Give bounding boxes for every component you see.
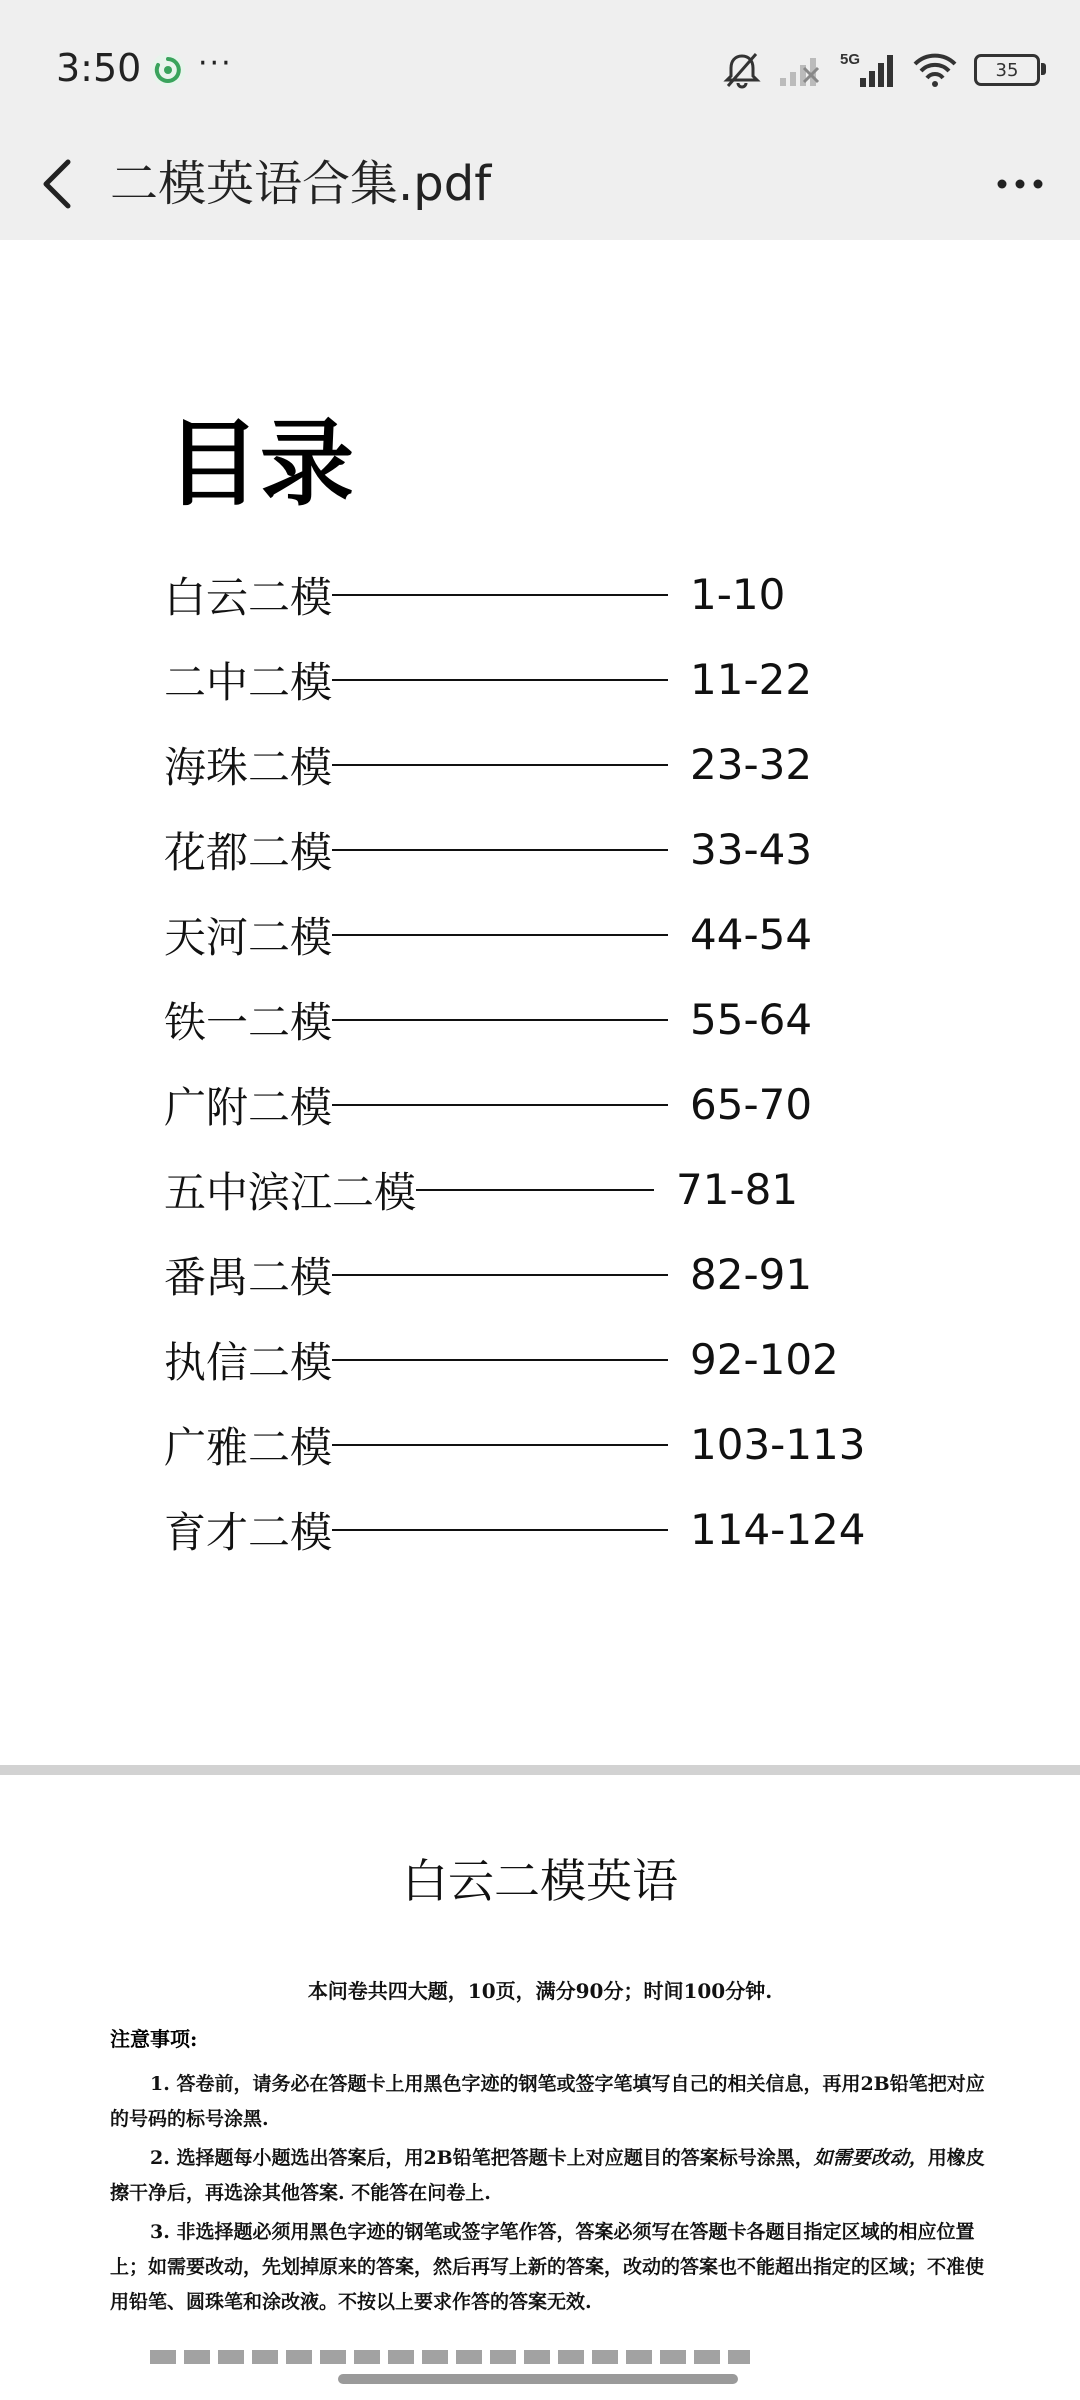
- notice-heading: 注意事项:: [110, 2027, 198, 2051]
- toc-entry[interactable]: [164, 1317, 964, 1402]
- top-header: [0, 0, 1080, 240]
- toc-entry-pages: 23-32: [690, 740, 813, 789]
- toc-entry-name: 执信二模: [164, 1337, 333, 1387]
- back-arrow-icon[interactable]: [34, 154, 84, 214]
- notice-item-2-part1: 2. 选择题每小题选出答案后，用2B铅笔把答题卡上对应题目的答案标号涂黑，: [150, 2147, 814, 2169]
- toc-entry-pages: 44-54: [690, 910, 813, 959]
- signal-5g-icon: [838, 50, 896, 90]
- toc-leader-line: [332, 679, 668, 681]
- cut-off-text: [150, 2350, 750, 2364]
- network-type: 5G: [840, 51, 861, 68]
- toc-entry-name: 番禺二模: [164, 1252, 333, 1302]
- notice-item-2: [110, 2141, 994, 2211]
- toc-entry-name: 育才二模: [164, 1507, 333, 1557]
- notice-item-2-emphasis: 如需要改动，: [813, 2147, 928, 2169]
- toc-entry[interactable]: [164, 892, 964, 977]
- toc-leader-line: [332, 1359, 668, 1361]
- toc-entry-name: 铁一二模: [164, 997, 333, 1047]
- toc-entry-pages: 11-22: [690, 655, 813, 704]
- status-more-icon: ···: [198, 46, 233, 81]
- toc-list: [164, 552, 964, 1572]
- toc-leader-line: [332, 1529, 668, 1531]
- toc-entry[interactable]: [164, 552, 964, 637]
- toc-entry[interactable]: [164, 1487, 964, 1572]
- mute-bell-icon: [722, 50, 762, 90]
- toc-entry-name: 白云二模: [164, 572, 333, 622]
- toc-entry-pages: 65-70: [690, 1080, 813, 1129]
- pdf-page-toc[interactable]: [0, 240, 1080, 1765]
- page-divider: [0, 1765, 1080, 1775]
- toc-entry-pages: 55-64: [690, 995, 813, 1044]
- toc-entry-name: 二中二模: [164, 657, 333, 707]
- toc-leader-line: [332, 849, 668, 851]
- toc-leader-line: [332, 594, 668, 596]
- toc-entry-name: 天河二模: [164, 912, 333, 962]
- status-time: 3:50: [56, 46, 142, 90]
- signal-weak-icon: [778, 52, 822, 88]
- home-indicator[interactable]: [338, 2374, 738, 2384]
- notice-item-2-part2: 用橡皮擦干净后，再选涂其他答案. 不能答在问卷上.: [110, 2147, 985, 2204]
- notice-item-3: 3. 非选择题必须用黑色字迹的钢笔或签字笔作答，答案必须写在答题卡各题目指定区域的相应位置上；如需要改动，先划掉原来的答案，然后再写上新的答案，改动的答案也不能超出指定的区域；不准使用铅笔、圆珠笔和涂改液。不按以上要求作答的答案无效.: [110, 2221, 985, 2313]
- toc-entry[interactable]: [164, 1402, 964, 1487]
- app-bar: [0, 140, 1080, 240]
- toc-entry[interactable]: [164, 722, 964, 807]
- toc-entry-pages: 71-81: [676, 1165, 799, 1214]
- document-title: 二模英语合集.pdf: [110, 156, 492, 212]
- toc-leader-line: [416, 1189, 654, 1191]
- toc-entry[interactable]: [164, 1062, 964, 1147]
- status-bar: [0, 0, 1080, 140]
- toc-leader-line: [332, 1019, 668, 1021]
- notice-item-1: 1. 答卷前，请务必在答题卡上用黑色字迹的钢笔或签字笔填写自己的相关信息，再用2B铅笔把对应的号码的标号涂黑.: [110, 2073, 985, 2130]
- toc-leader-line: [332, 934, 668, 936]
- toc-leader-line: [332, 1444, 668, 1446]
- page2-intro: 本问卷共四大题，10页，满分90分；时间100分钟.: [307, 1979, 773, 2003]
- toc-entry[interactable]: [164, 637, 964, 722]
- more-options-icon[interactable]: [990, 156, 1050, 212]
- toc-entry-pages: 82-91: [690, 1250, 813, 1299]
- toc-entry[interactable]: [164, 1232, 964, 1317]
- toc-entry-name: 广附二模: [164, 1082, 333, 1132]
- pdf-page-2[interactable]: [0, 1775, 1080, 2400]
- toc-entry-name: 广雅二模: [164, 1422, 333, 1472]
- app-notification-icon: [150, 52, 186, 88]
- toc-entry-pages: 33-43: [690, 825, 813, 874]
- toc-leader-line: [332, 1104, 668, 1106]
- toc-entry-pages: 1-10: [690, 570, 786, 619]
- toc-entry-name: 花都二模: [164, 827, 333, 877]
- toc-entry[interactable]: [164, 977, 964, 1062]
- toc-entry-pages: 103-113: [690, 1420, 866, 1469]
- status-icons: [722, 48, 1040, 92]
- battery-icon: [974, 54, 1040, 86]
- toc-leader-line: [332, 1274, 668, 1276]
- battery-level: 35: [995, 59, 1019, 81]
- toc-entry-name: 五中滨江二模: [164, 1167, 417, 1217]
- toc-title: 目录: [166, 410, 355, 519]
- toc-entry[interactable]: [164, 807, 964, 892]
- toc-entry-name: 海珠二模: [164, 742, 333, 792]
- toc-entry-pages: 114-124: [690, 1505, 866, 1554]
- toc-leader-line: [332, 764, 668, 766]
- wifi-icon: [912, 51, 958, 89]
- page2-title: 白云二模英语: [402, 1854, 678, 1908]
- toc-entry-pages: 92-102: [690, 1335, 839, 1384]
- toc-entry[interactable]: [164, 1147, 964, 1232]
